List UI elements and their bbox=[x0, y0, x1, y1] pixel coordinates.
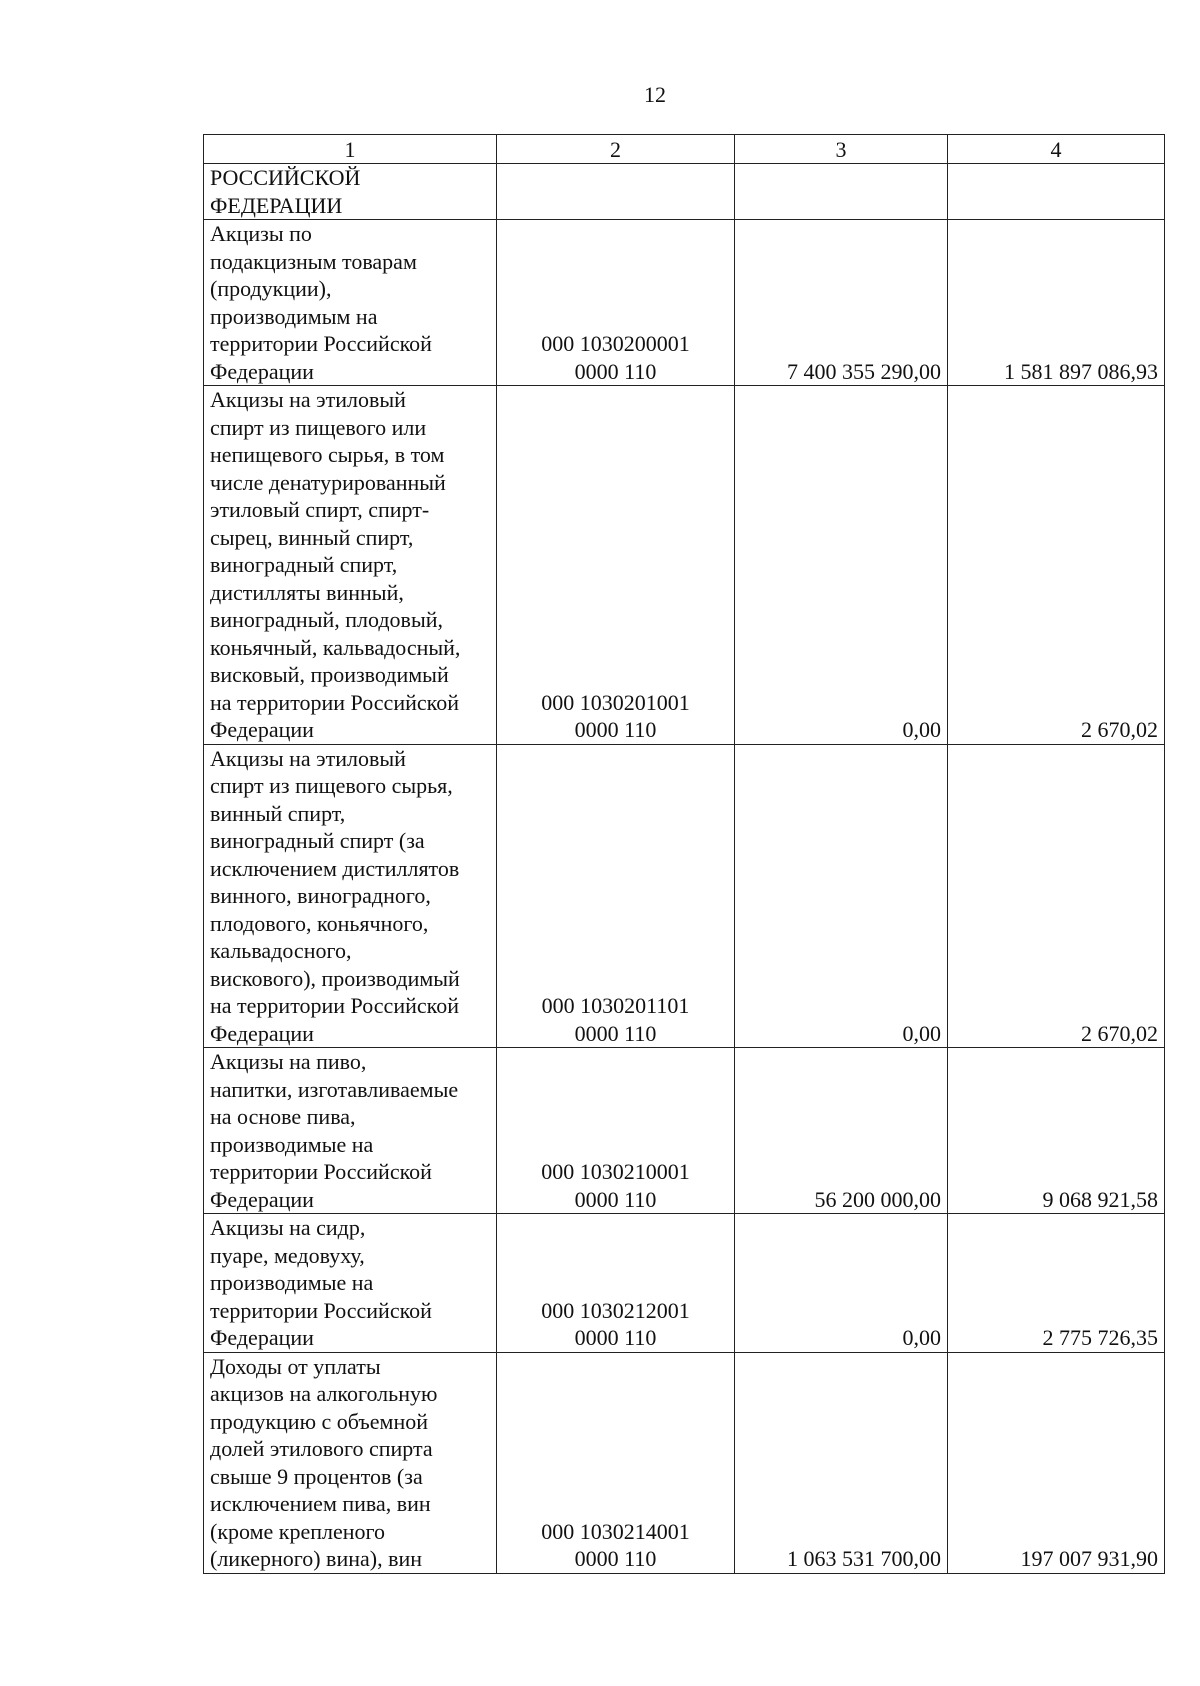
row-name: Доходы от уплаты акцизов на алкогольную продукцию с объемной долей этилового спирта свыше 9 процентов (за исключением пива, вин (кроме крепленого (ликерного) вина), вин bbox=[204, 1352, 497, 1573]
row-plan-amount: 7 400 355 290,00 bbox=[735, 220, 948, 386]
revenue-table bbox=[203, 134, 1165, 1574]
row-plan-amount: 1 063 531 700,00 bbox=[735, 1352, 948, 1573]
row-actual-amount: 2 775 726,35 bbox=[948, 1214, 1165, 1353]
row-code bbox=[497, 164, 735, 220]
row-actual-amount: 197 007 931,90 bbox=[948, 1352, 1165, 1573]
row-name: Акцизы по подакцизным товарам (продукции), производимым на территории Российской Федерации bbox=[204, 220, 497, 386]
row-name: РОССИЙСКОЙ ФЕДЕРАЦИИ bbox=[204, 164, 497, 220]
row-actual-amount: 2 670,02 bbox=[948, 386, 1165, 745]
row-code: 000 1030201001 0000 110 bbox=[497, 386, 735, 745]
row-name: Акцизы на этиловый спирт из пищевого или непищевого сырья, в том числе денатурированный этиловый спирт, спирт- сырец, винный спирт, виноградный спирт, дистилляты винный, виноградный, плодовый, коньячный, кальвадосный, висковый, производимый на территории Российской Федерации bbox=[204, 386, 497, 745]
page-number: 12 bbox=[644, 82, 666, 107]
table-row bbox=[204, 744, 1165, 1048]
column-header-2: 2 bbox=[497, 135, 735, 164]
row-code: 000 1030212001 0000 110 bbox=[497, 1214, 735, 1353]
row-plan-amount bbox=[735, 164, 948, 220]
table-row bbox=[204, 1214, 1165, 1353]
table-row bbox=[204, 1352, 1165, 1573]
column-header-4: 4 bbox=[948, 135, 1165, 164]
row-name: Акцизы на сидр, пуаре, медовуху, производимые на территории Российской Федерации bbox=[204, 1214, 497, 1353]
row-plan-amount: 56 200 000,00 bbox=[735, 1048, 948, 1214]
table-row bbox=[204, 386, 1165, 745]
table-row bbox=[204, 1048, 1165, 1214]
row-code: 000 1030210001 0000 110 bbox=[497, 1048, 735, 1214]
row-actual-amount: 1 581 897 086,93 bbox=[948, 220, 1165, 386]
row-plan-amount: 0,00 bbox=[735, 386, 948, 745]
column-header-3: 3 bbox=[735, 135, 948, 164]
row-code: 000 1030200001 0000 110 bbox=[497, 220, 735, 386]
column-header-1: 1 bbox=[204, 135, 497, 164]
table-row bbox=[204, 220, 1165, 386]
row-actual-amount bbox=[948, 164, 1165, 220]
row-name: Акцизы на этиловый спирт из пищевого сырья, винный спирт, виноградный спирт (за исключением дистиллятов винного, виноградного, плодового, коньячного, кальвадосного, вискового), производимый на территории Российской Федерации bbox=[204, 744, 497, 1048]
row-actual-amount: 9 068 921,58 bbox=[948, 1048, 1165, 1214]
row-actual-amount: 2 670,02 bbox=[948, 744, 1165, 1048]
column-number-row bbox=[204, 135, 1165, 164]
row-plan-amount: 0,00 bbox=[735, 1214, 948, 1353]
row-name: Акцизы на пиво, напитки, изготавливаемые на основе пива, производимые на территории Российской Федерации bbox=[204, 1048, 497, 1214]
row-code: 000 1030214001 0000 110 bbox=[497, 1352, 735, 1573]
table-row bbox=[204, 164, 1165, 220]
row-code: 000 1030201101 0000 110 bbox=[497, 744, 735, 1048]
row-plan-amount: 0,00 bbox=[735, 744, 948, 1048]
